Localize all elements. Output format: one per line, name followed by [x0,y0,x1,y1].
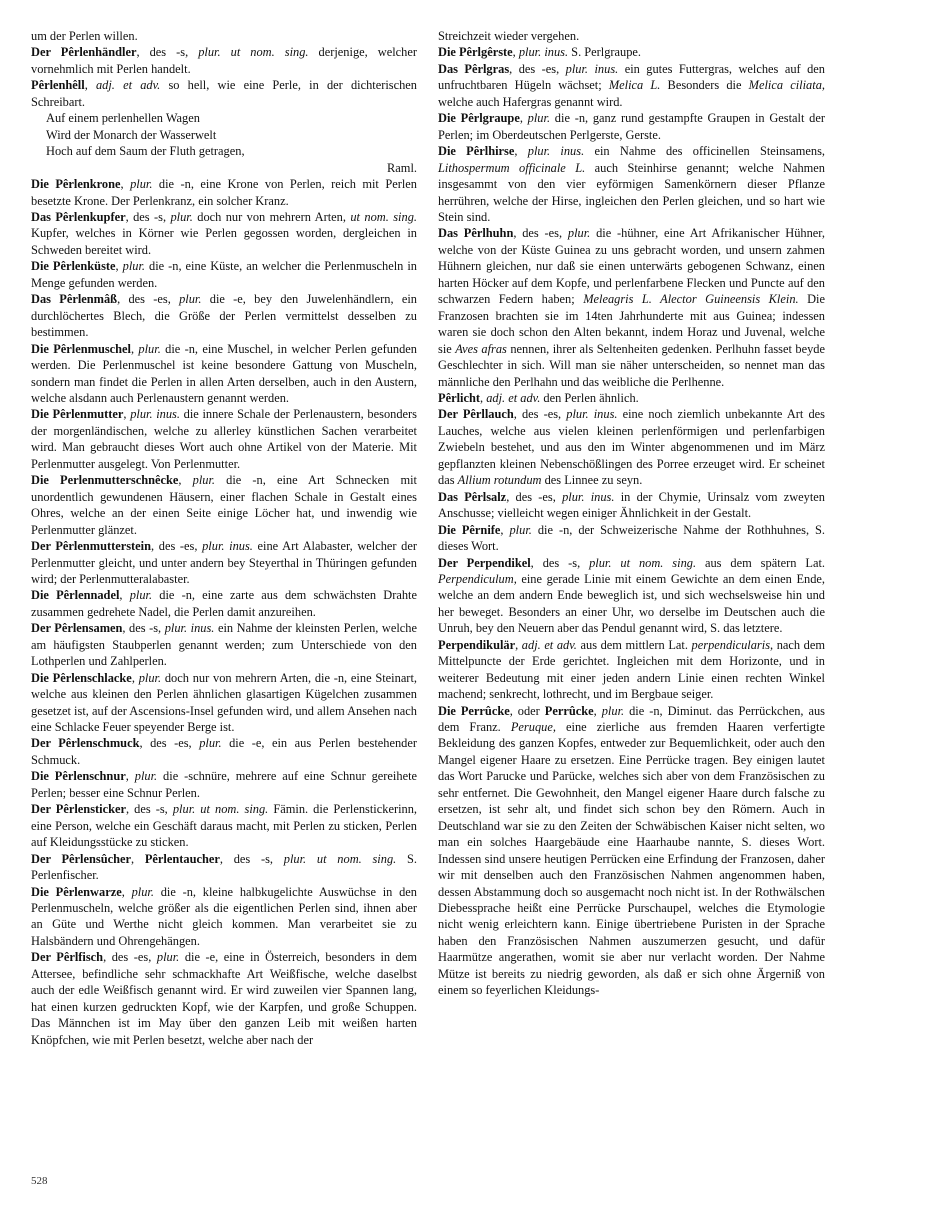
entry-text: den Perlen ähnlich. [540,390,639,405]
entry-text: die -n, kleine halbkugelichte Auswüchse in den Perlenmuscheln, welche größer als die eigentlichen Perlen sind, ihnen aber an Güte und Werthe nicht gleich kommen. Man verarbeitet sie zu Halsbändern und Ohrengehängen. [31,884,417,948]
entry-text: eine Art Alabaster, welcher der Perlenmutter gleicht, und unter andern bey Steyerthal in Thüringen gefunden wird; der Perlenmutteralabaster. [31,539,417,586]
dictionary-entry [31,801,417,850]
entry-headword: Die Perlenmutterschnêcke [31,473,179,488]
entry-text: in der Chymie, Urinsalz vom zweyten Anschusse; vielleicht wegen einiger Ähnlichkeit in der Gestalt. [438,489,825,521]
right-column [438,28,825,999]
entry-text: die -n, eine Muschel, in welcher Perlen gefunden werden. Die Perlenmuschel ist keine besondere Gattung von Muscheln, sondern man findet die Perlen in allen Arten derselben, auch in den Austern, welche alsdann auch Perlenaustern genannt werden. [31,341,417,405]
entry-text: , des -s, [122,621,165,636]
entry-text: aus dem spätern Lat. [696,555,825,570]
grammar-note: plur. inus. [202,539,253,554]
entry-headword: Die Pêrlenwarze [31,884,122,899]
entry-text: , oder [509,703,545,718]
entry-text: S. Perlgraupe. [568,45,642,60]
entry-text: die -e, bey den Juwelenhändlern, ein durchlöchertes Blech, die Größe der Perlen vermittelst desselben zu bestimmen. [31,292,417,340]
entry-headword: Die Pêrlgêrste [438,45,513,60]
entry-text: eine noch ziemlich unbekannte Art des Lauches, welche aus vielen kleinen perlenförmigen und perlenfarbigen Zwiebeln bestehet, und aus den im Winter abgenommenen und im März gepflanzten kleinen Nebenschößlingen des Porree erzeuget wird. Er scheinet das [438,407,825,488]
entry-text: , [119,588,130,603]
entry-headword: Die Pêrlhirse [438,144,515,159]
entry-text: , des -es, [509,61,566,76]
entry-text: , des -es, [139,736,200,751]
entry-text: , des -es, [117,292,180,307]
entry-text: , des -s, [125,802,173,817]
entry-text: , [84,78,96,93]
dictionary-entry [438,390,825,406]
entry-text: , des -es, [513,226,568,241]
latin-term: Allium rotundum [457,473,542,488]
grammar-note: plur. inus. [164,621,215,636]
dictionary-entry [31,851,417,884]
dictionary-entry [438,28,825,44]
latin-term: Melica ciliata, [748,78,825,93]
left-column [31,28,417,1048]
entry-text: , des -s, [219,851,284,866]
dictionary-entry [31,587,417,620]
grammar-note: plur. [179,292,202,307]
dictionary-entry [438,44,825,60]
dictionary-entry [31,341,417,407]
entry-headword: Der Pêrllauch [438,407,514,422]
grammar-note: plur. [509,522,532,537]
grammar-note: plur. [199,736,222,751]
grammar-note: plur. [156,950,180,965]
poem-quote [31,110,417,176]
poem-line: Wird der Monarch der Wasserwelt [46,127,217,142]
entry-headword: Die Pêrlennadel [31,588,120,603]
entry-text: doch nur von mehrern Arten, die -n, eine Steinart, welche aus kleinen den Perlen ähnlichen glasartigen Kügelchen zusammen gesetzet ist, auf der Ascensions-Insel gefunden wird, und allem Ansehen nach eine Schlacke Feuer speyender Berge ist. [31,670,417,735]
entry-text: die -n, ganz rund gestampfte Graupen in Gestalt der Perlen; im Oberdeutschen Perlgerste, Gerste. [438,111,825,142]
grammar-note: plur. [170,209,193,224]
dictionary-entry [31,538,417,587]
dictionary-entry [438,555,825,637]
entry-headword: Die Pêrlenschlacke [31,670,132,685]
entry-headword: Das Pêrlhuhn [438,226,514,241]
latin-term: Peruque, [510,720,556,735]
entry-text: , des -es, [103,950,157,965]
poem-line: Auf einem perlenhellen Wagen [46,111,200,126]
entry-text: , des -es, [506,489,563,504]
dictionary-entry [31,176,417,209]
grammar-note: plur. [567,226,591,241]
dictionary-entry [31,291,417,340]
entry-text: , [123,407,131,422]
latin-term: Perpendiculum, [438,571,517,586]
entry-text: , des -s, [125,209,171,224]
entry-headword: Das Pêrlenkupfer [31,209,126,224]
entry-text: die -n, Diminut. das Perrückchen, aus dem Franz. [438,703,825,735]
entry-text: Die Franzosen brachten sie im 14ten Jahrhunderte mit aus Guinea; indessen waren sie doch schon den Alten bekannt, indem Horaz und Juvenal, welche sie [438,292,826,356]
entry-text: nennen, ihrer als Seltenheiten gedenken. Perlhuhn fasset beyde Geschlechter in sich. Will man sie näher unterscheiden, so nennet man das männliche den Perlhahn und das weibliche die Perlhenne. [438,341,825,389]
latin-term: Meleagris L. Alector Guineensis Klein. [583,292,799,307]
entry-text: so hell, wie eine Perle, in der dichterischen Schreibart. [31,78,418,109]
entry-text: S. Perlenfischer. [31,851,417,883]
entry-headword: Perrûcke [544,703,594,718]
grammar-note: ut nom. sing. [350,209,417,224]
page-number: 528 [31,1175,48,1187]
entry-text: , [515,637,522,652]
entry-text: eine gerade Linie mit einem Gewichte an dem einen Ende, welche an dem andern Ende beweglich ist, und sich wechselsweise hin und her beweget. Besonders an einer Uhr, wo derselbe im Deutschen auch die Unruh, bey den Neuern aber das Pendul genannt wird, S. das letztere. [438,571,825,636]
entry-text: Besonders die [660,78,749,93]
entry-text: , des -es, [513,407,567,422]
entry-text: ein Nahme des officinellen Steinsamens, [584,144,826,159]
entry-text: , [479,390,487,405]
grammar-note: plur. ut nom. sing. [172,802,269,817]
dictionary-entry [31,77,417,110]
grammar-note: plur. inus. [562,489,615,504]
grammar-note: plur. [601,703,625,718]
grammar-note: plur. ut nom. sing. [283,851,397,866]
entry-text: aus dem mittlern Lat. [576,637,692,652]
entry-text: , [125,769,135,784]
entry-text: , [121,884,132,899]
dictionary-entry [438,406,825,488]
grammar-note: plur. [192,473,216,488]
entry-text: doch nur von mehrern Arten, [192,209,351,224]
grammar-note: plur. [138,670,162,685]
entry-headword: Der Pêrlensticker [31,802,126,817]
entry-text: Fämin. die Perlenstickerinn, eine Person, welche ein Geschäft daraus macht, mit Perlen zu sticken, Perlen auf Kleidungsstücke zu sticken. [31,802,417,850]
grammar-note: plur. ut nom. sing. [198,45,309,60]
entry-text: die -n, eine zarte aus dem schwächsten Drahte zusammen gedrehete Nadel, die Perlen damit anzureihen. [31,588,417,619]
grammar-note: plur. inus. [566,407,618,422]
entry-text: , [519,111,528,126]
entry-text: , des -es, [151,539,203,554]
grammar-note: plur. inus. [130,407,180,422]
dictionary-entry [31,949,417,1048]
poem-source: Raml. [387,160,417,175]
entry-text: , [593,703,602,718]
entry-text: die -n, der Schweizerische Nahme der Rothhuhnes, S. dieses Wort. [438,522,826,554]
entry-text: die -e, eine in Österreich, besonders in dem Attersee, befindliche sehr schmackhafte Art Weißfische, welche daselbst auch der edle Weißfisch genannt wird. Er wird zuweilen vier Spannen lang, hat einen kurzen gedruckten Kopf, wie der Karpfen, und große Schuppen. Das Männchen ist im May über den ganzen Leib mit weißen harten Knöpfchen, wie mit Perlen besetzt, welche aber nach der [31,950,417,1047]
grammar-note: plur. [130,177,153,192]
entry-headword: Die Pêrlenschnur [31,769,126,784]
entry-headword: Die Perrûcke [438,703,510,718]
grammar-note: plur. [131,884,154,899]
entry-headword: Der Perpendikel [438,555,531,570]
dictionary-entry [31,768,417,801]
entry-text: , [130,341,139,356]
dictionary-entry [31,209,417,258]
entry-headword: Das Pêrlgras [438,61,510,76]
grammar-note: plur. [527,111,551,126]
dictionary-entry [31,884,417,950]
entry-headword: Pêrlicht [438,390,480,405]
entry-text: die -n, eine Art Schnecken mit unordentlich gewundenen Häusern, einer flachen Schale in Gestalt eines Ohres, welche an der einen Seite einige Löcher hat, und inwendig wie Perlenmutter glänzet. [31,473,417,537]
dictionary-entry [438,61,825,110]
grammar-note: plur. [134,769,158,784]
entry-headword: Das Pêrlsalz [438,489,507,504]
entry-headword: Die Pêrlenmuschel [31,341,131,356]
entry-headword: Die Pêrlenmutter [31,407,124,422]
dictionary-entry [31,735,417,768]
entry-text: Kupfer, welches in Körner wie Perlen gegossen worden, dergleichen in Schweden bereitet wird. [31,226,417,257]
entry-text: , [115,259,123,274]
entry-headword: Die Pêrnife [438,522,501,537]
dictionary-entry [31,44,417,77]
dictionary-entry [438,110,825,143]
entry-text: die -hühner, eine Art Afrikanischer Hühner, welche von der Küste Guinea zu uns gebracht worden, und unsern zahmen Hühnern gleichen, nur daß sie einen unterwärts gebogenen Schwanz, einen harten Höcker auf dem Kopfe, und perlenfarbene Flecken und Puncte auf den schwarzen Federn haben; [438,226,826,307]
entry-text: , [514,144,528,159]
grammar-note: plur. ut nom. sing. [589,555,697,570]
poem-line: Hoch auf dem Saum der Fluth getragen, [46,144,245,159]
entry-text: , [512,45,519,60]
dictionary-entry [31,28,417,44]
latin-term: Aves afras [455,341,507,356]
entry-text: , [130,851,145,866]
dictionary-entry [438,225,825,390]
dictionary-entry [31,472,417,538]
entry-text: des Linnee zu seyn. [541,473,643,488]
dictionary-entry [31,258,417,291]
entry-text: , [131,670,139,685]
dictionary-entry [438,637,825,703]
entry-headword: Der Pêrlfisch [31,950,104,965]
entry-headword: Die Pêrlenkrone [31,177,121,192]
latin-term: Melica L. [608,78,661,93]
entry-text: eine zierliche aus fremden Haaren verfertigte Bekleidung des ganzen Kopfes, entweder zur Bequemlichkeit, oder auch den Mangel eigener Haare zu ersetzen. Eine Perrücke tragen. Bey einigen lautet das Wort Parucke und Parücke, welches sich aber von dem Französischen zu sehr entfernet. Die Gewohnheit, den Mangel eigener Haare durch falsche zu ersetzen, ist sehr alt, und findet sich schon bey den Römern. Auch in Deutschland war sie zu den Zeiten der Schwäbischen Kaiser nicht selten, wo man ein solches Haargebäude eine Haarhaube nannte, S. dieses Wort. Indessen sind unsere heutigen Perrücken eine Erfindung der Franzosen, daher wir mit denselben auch den Französischen Nahmen angenommen haben, dessen Abstammung doch so ausgemacht noch nicht ist. In der Rothwälschen Diebessprache heißt eine Perrücke Purschaupel, welches die Etymologie nicht wenig erleichtern kann. Einige übertriebene Puristen in der Sprache haben den Französischen Nahmen auszumerzen gesucht, und dafür Haarmütze angerathen, womit sie aber nur verlacht worden. Der Nahme Mütze ist bereits zu niedrig geworden, als daß er sich ohne Ärgerniß von einem so feyerlichen Kleidungs- [438,720,826,998]
entry-headword: Der Pêrlenmutterstein [31,539,152,554]
entry-headword: Pêrlentaucher [144,851,220,866]
entry-text: ein Nahme der kleinsten Perlen, welche am häufigsten Staubperlen genannt werden; zum Unterschiede von den Lothperlen und Zahlperlen. [31,621,417,669]
entry-text: , [178,473,193,488]
grammar-note: plur. [138,341,161,356]
entry-headword: Pêrlenhêll [31,78,85,93]
entry-headword: Der Pêrlenschmuck [31,736,140,751]
entry-text: die -n, eine Küste, an welcher die Perlenmuscheln in Menge gefunden werden. [31,259,417,290]
entry-headword: Der Pêrlenhändler [31,45,137,60]
entry-text: die -schnüre, mehrere auf eine Schnur gereihete Perlen; besser eine Schnur Perlen. [31,769,418,800]
entry-text: ein gutes Futtergras, welches auf den unfruchtbaren Hügeln wächset; [438,61,825,93]
entry-text: welche auch Hafergras genannt wird. [438,94,623,109]
dictionary-entry [438,143,825,225]
entry-text: die -e, ein aus Perlen bestehender Schmuck. [31,736,418,767]
grammar-note: plur. [122,259,146,274]
dictionary-entry [438,489,825,522]
dictionary-entry [31,406,417,472]
grammar-note: plur. [129,588,153,603]
entry-text: derjenige, welcher vornehmlich mit Perlen handelt. [31,45,417,76]
entry-headword: Die Pêrlgraupe [438,111,520,126]
entry-text: die innere Schale der Perlenaustern, besonders der morgenländischen, welche zu allerley künstlichen Sachen verarbeitet wird. Man gebraucht dieses Wort auch ohne Artikel von der Materie. Mit Perlenmutter ausgelegt. Von Perlenmutter. [31,407,417,471]
entry-text: auch Steinhirse genannt; welche Nahmen insgesammt von den vier eyförmigen Samenkörnern dieser Pflanze herrühren, welche der Hirse, ingleichen den Perlen gleichen, und so hart wie Stein sind. [438,160,825,224]
entry-headword: Der Pêrlensûcher [31,851,131,866]
grammar-note: plur. inus. [565,61,619,76]
entry-headword: Der Pêrlensamen [31,621,123,636]
entry-text: nach dem Mittelpuncte der Erde gerichtet. Ingleichen mit dem Horizonte, und in weiterer Bedeutung mit einer jeden andern Linie einen rechten Winkel machend; senkrecht, lothrecht, und im Bergbaue seiger. [438,637,826,702]
entry-text: die -n, eine Krone von Perlen, reich mit Perlen besetzte Krone. Der Perlenkranz, ein solcher Kranz. [31,177,417,208]
grammar-note: adj. et adv. [95,78,161,93]
entry-text: , des -s, [136,45,199,60]
dictionary-entry [438,703,825,999]
grammar-note: adj. et adv. [486,390,541,405]
latin-term: Lithospermum officinale L. [438,160,586,175]
grammar-note: plur. inus. [518,45,569,60]
dictionary-entry [31,670,417,736]
dictionary-entry [438,522,825,555]
entry-headword: Perpendikulär [438,637,516,652]
entry-text: , [500,522,510,537]
grammar-note: plur. inus. [527,144,585,159]
entry-headword: Das Pêrlenmâß [31,292,118,307]
grammar-note: adj. et adv. [521,637,577,652]
dictionary-entry [31,620,417,669]
entry-text: um der Perlen willen. [31,29,138,43]
entry-headword: Die Pêrlenküste [31,259,116,274]
entry-text: Streichzeit wieder vergehen. [438,29,580,43]
entry-text: , des -s, [530,555,590,570]
entry-text: , [120,177,131,192]
latin-term: perpendicularis, [691,637,774,652]
